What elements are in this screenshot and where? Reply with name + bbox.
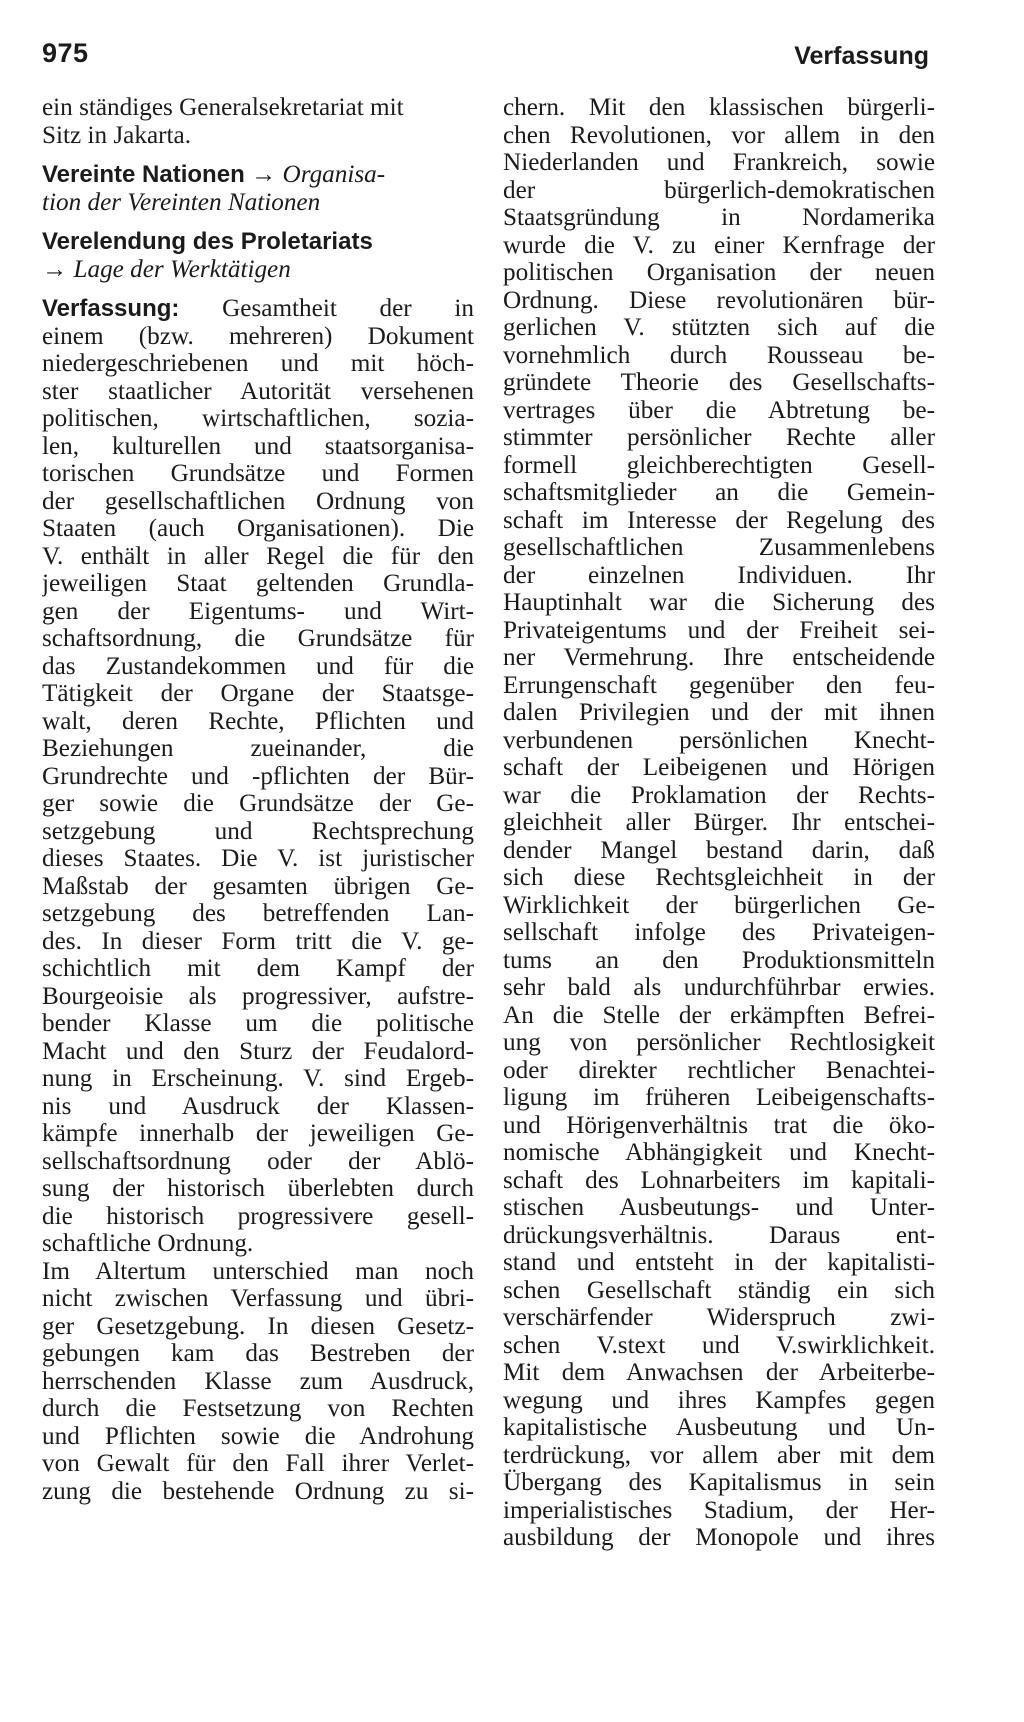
text-line: V. enthält in aller Regel die für den	[42, 542, 474, 570]
text-line: nomische Abhängigkeit und Knecht-	[503, 1139, 935, 1166]
entry-separator	[42, 216, 474, 228]
entry-verelendung-headword-line	[42, 228, 474, 256]
text-line: Staatsgründung in Nordamerika	[503, 204, 935, 231]
text-line: ster staatlicher Autorität versehenen	[42, 377, 474, 405]
text-line: herrschenden Klasse zum Ausdruck,	[42, 1367, 474, 1395]
text-line: gesellschaftlichen Zusammenlebens	[503, 534, 935, 561]
text-line: len, kulturellen und staatsorganisa-	[42, 432, 474, 460]
cross-reference: tion der Vereinten Nationen	[42, 188, 321, 216]
text-line: chen Revolutionen, vor allem in den	[503, 121, 935, 149]
text-line: ausbildung der Monopole und ihres	[503, 1524, 935, 1551]
text-line: tums an den Produktionsmitteln	[503, 946, 935, 974]
text-line: und Hörigenverhältnis trat die öko-	[503, 1111, 935, 1139]
text-line: verschärfender Widerspruch zwi-	[503, 1304, 935, 1331]
text-line: Im Altertum unterschied man noch	[42, 1257, 474, 1285]
text-line: das Zustandekommen und für die	[42, 652, 474, 680]
text-line: vertrages über die Abtretung be-	[503, 396, 935, 424]
text-line: chern. Mit den klassischen bürgerli-	[503, 94, 935, 121]
text-line: drückungsverhältnis. Daraus ent-	[503, 1221, 935, 1249]
text-line: schaft im Interesse der Regelung des	[503, 506, 935, 534]
text-line: formell gleichberechtigten Gesell-	[503, 451, 935, 479]
text-line: stischen Ausbeutungs- und Unter-	[503, 1194, 935, 1221]
running-head: Verfassung	[794, 42, 929, 70]
right-column-body	[503, 94, 935, 1552]
text-line: torischen Grundsätze und Formen	[42, 460, 474, 487]
text-line: politischen, wirtschaftlichen, sozia-	[42, 405, 474, 432]
text-line: Übergang des Kapitalismus in sein	[503, 1469, 935, 1496]
cross-reference: Lage der Werktätigen	[73, 255, 291, 283]
text-line: gerlichen V. stützten sich auf die	[503, 314, 935, 341]
text-line: zung die bestehende Ordnung zu si-	[42, 1477, 474, 1505]
text-line: ger Gesetzgebung. In diesen Gesetz-	[42, 1312, 474, 1340]
text-line: nicht zwischen Verfassung und übri-	[42, 1285, 474, 1312]
text-line: politischen Organisation der neuen	[503, 259, 935, 286]
text-line: Errungenschaft gegenüber den feu-	[503, 671, 935, 699]
entry-separator	[42, 149, 474, 161]
entry-verfassung-body	[42, 323, 474, 1506]
text-line: dalen Privilegien und der mit ihnen	[503, 699, 935, 726]
text-line: Grundrechte und -pflichten der Bür-	[42, 762, 474, 790]
text-line: ger sowie die Grundsätze der Ge-	[42, 790, 474, 817]
text-line: Macht und den Sturz der Feudalord-	[42, 1037, 474, 1065]
text-line: kämpfe innerhalb der jeweiligen Ge-	[42, 1120, 474, 1147]
entry-verfassung-first-line	[42, 295, 474, 323]
text-line: An die Stelle der erkämpften Befrei-	[503, 1001, 935, 1029]
text-line: vornehmlich durch Rousseau be-	[503, 341, 935, 369]
text-line: dender Mangel bestand darin, daß	[503, 836, 935, 864]
text-line: Ordnung. Diese revolutionären bür-	[503, 286, 935, 314]
text-line: walt, deren Rechte, Pflichten und	[42, 707, 474, 735]
text-line: durch die Festsetzung von Rechten	[42, 1395, 474, 1422]
text-line: Privateigentums und der Freiheit sei-	[503, 616, 935, 644]
text-line: Hauptinhalt war die Sicherung des	[503, 589, 935, 616]
text-line: von Gewalt für den Fall ihrer Verlet-	[42, 1450, 474, 1477]
page-number: 975	[42, 38, 89, 68]
text-line: sich diese Rechtsgleichheit in der	[503, 864, 935, 891]
cross-reference: Organisa-	[282, 161, 386, 188]
headword: Verelendung des Proletariats	[42, 228, 373, 255]
text-line: der gesellschaftlichen Ordnung von	[42, 487, 474, 515]
text-line: der einzelnen Individuen. Ihr	[503, 561, 935, 589]
text-line: des. In dieser Form tritt die V. ge-	[42, 927, 474, 955]
text-line: gebungen kam das Bestreben der	[42, 1340, 474, 1367]
text-line: schen V.stext und V.swirklichkeit.	[503, 1331, 935, 1359]
text-line: setzgebung des betreffenden Lan-	[42, 900, 474, 927]
text-line: war die Proklamation der Rechts-	[503, 781, 935, 809]
text-line: Bourgeoisie als progressiver, aufstre-	[42, 982, 474, 1010]
text-line: imperialistisches Stadium, der Her-	[503, 1496, 935, 1524]
text-line: ligung im früheren Leibeigenschafts-	[503, 1084, 935, 1111]
text-line: sehr bald als undurchführbar erwies.	[503, 974, 935, 1001]
text-line: ein ständiges Generalsekretariat mit	[42, 94, 404, 121]
text-line: wurde die V. zu einer Kernfrage der	[503, 231, 935, 259]
entry-vereinte-nationen	[42, 161, 474, 189]
text-line: Sitz in Jakarta.	[42, 121, 191, 149]
text-line: Mit dem Anwachsen der Arbeiterbe-	[503, 1359, 935, 1386]
text-segment: Gesamtheit der in	[222, 295, 474, 322]
text-line: bender Klasse um die politische	[42, 1010, 474, 1037]
text-line: schaft des Lohnarbeiters im kapitali-	[503, 1166, 935, 1194]
text-line: stimmter persönlicher Rechte aller	[503, 424, 935, 451]
text-line: ung von persönlicher Rechtlosigkeit	[503, 1029, 935, 1056]
right-column	[503, 94, 935, 1552]
text-line: schaftsordnung, die Grundsätze für	[42, 625, 474, 652]
text-line: schichtlich mit dem Kampf der	[42, 955, 474, 982]
text-line: stand und entsteht in der kapitalisti-	[503, 1249, 935, 1276]
text-line: ner Vermehrung. Ihre entscheidende	[503, 644, 935, 671]
text-line: verbundenen persönlichen Knecht-	[503, 726, 935, 754]
text-line: niedergeschriebenen und mit höch-	[42, 350, 474, 377]
text-line: nis und Ausdruck der Klassen-	[42, 1092, 474, 1120]
text-line: oder direkter rechtlicher Benachtei-	[503, 1056, 935, 1084]
text-line: sellschaft infolge des Privateigen-	[503, 919, 935, 946]
left-column	[42, 94, 474, 1505]
text-line: nung in Erscheinung. V. sind Ergeb-	[42, 1065, 474, 1092]
text-line: dieses Staates. Die V. ist juristischer	[42, 845, 474, 872]
text-line: gründete Theorie des Gesellschafts-	[503, 369, 935, 396]
text-line: schaftliche Ordnung.	[42, 1230, 254, 1257]
headword: Vereinte Nationen	[42, 161, 245, 188]
text-line: und Pflichten sowie die Androhung	[42, 1422, 474, 1450]
text-line: Beziehungen zueinander, die	[42, 735, 474, 762]
text-line: Tätigkeit der Organe der Staatsge-	[42, 680, 474, 707]
cross-reference-arrow-icon: →	[251, 161, 277, 188]
text-line: jeweiligen Staat geltenden Grundla-	[42, 570, 474, 597]
text-line: Niederlanden und Frankreich, sowie	[503, 149, 935, 176]
text-line: wegung und ihres Kampfes gegen	[503, 1386, 935, 1414]
text-line: sellschaftsordnung oder der Ablö-	[42, 1147, 474, 1175]
text-line: gleichheit aller Bürger. Ihr entschei-	[503, 809, 935, 836]
entry-separator	[42, 283, 474, 295]
text-line: terdrückung, vor allem aber mit dem	[503, 1441, 935, 1469]
cross-reference-arrow-icon: →	[42, 255, 68, 283]
headword: Verfassung:	[42, 295, 180, 322]
text-line: sung der historisch überlebten durch	[42, 1175, 474, 1202]
entry-verelendung-reference-line	[42, 256, 474, 284]
text-line: einem (bzw. mehreren) Dokument	[42, 322, 474, 350]
text-line: schaft der Leibeigenen und Hörigen	[503, 754, 935, 781]
text-line: die historisch progressivere gesell-	[42, 1202, 474, 1230]
text-line: Wirklichkeit der bürgerlichen Ge-	[503, 891, 935, 919]
text-line: der bürgerlich-demokratischen	[503, 176, 935, 204]
text-line: Maßstab der gesamten übrigen Ge-	[42, 872, 474, 900]
text-line: kapitalistische Ausbeutung und Un-	[503, 1414, 935, 1441]
text-line: schen Gesellschaft ständig ein sich	[503, 1276, 935, 1304]
text-line: Staaten (auch Organisationen). Die	[42, 515, 474, 542]
text-line: schaftsmitglieder an die Gemein-	[503, 479, 935, 506]
text-line: gen der Eigentums- und Wirt-	[42, 597, 474, 625]
text-line: setzgebung und Rechtsprechung	[42, 817, 474, 845]
